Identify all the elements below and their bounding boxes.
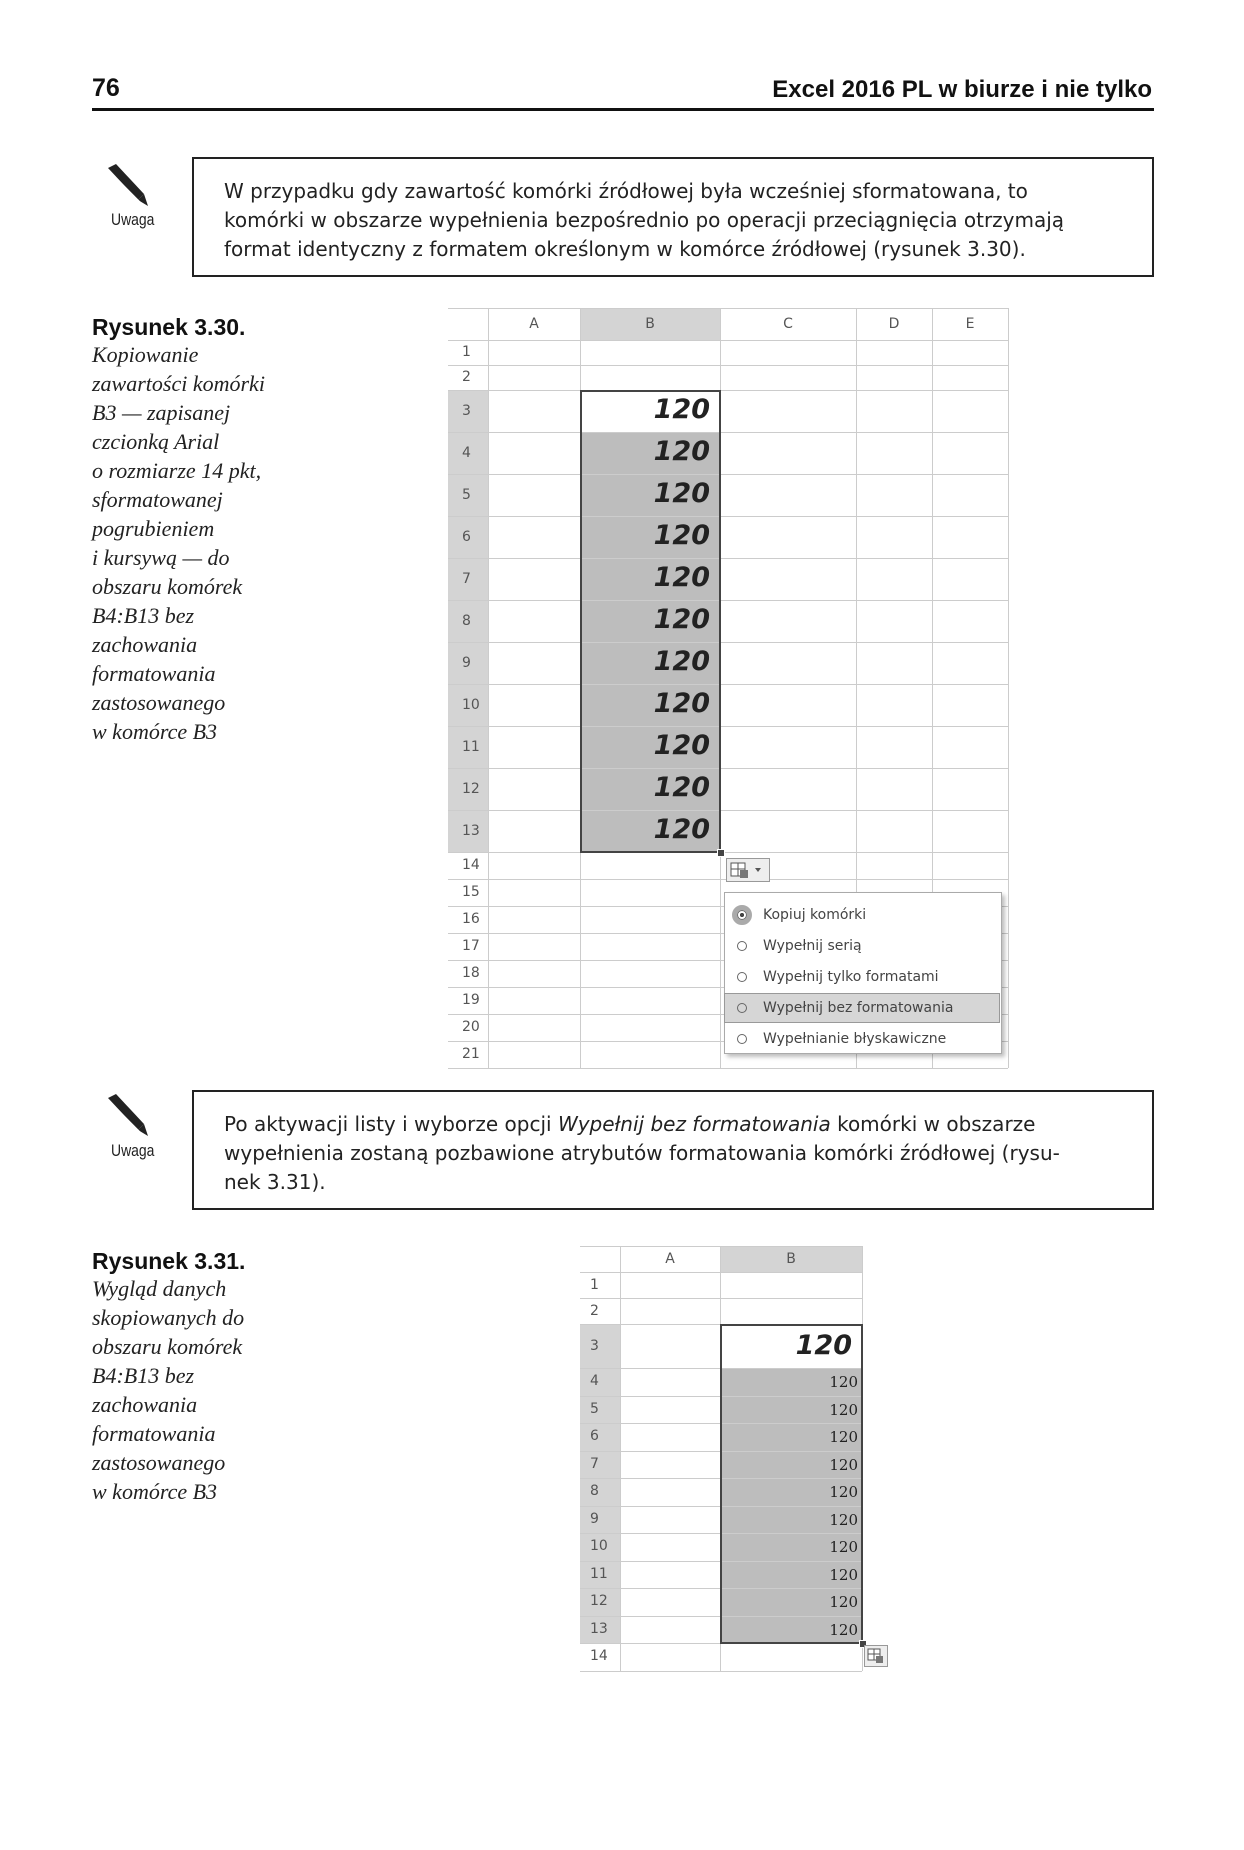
menu-item-label: Wypełnij bez formatowania: [763, 1000, 954, 1016]
gridline: [488, 308, 489, 1068]
gridline: [580, 1272, 862, 1273]
row-header: 13: [462, 822, 480, 839]
pencil-icon: [104, 162, 150, 208]
gridline: [448, 558, 1008, 559]
caption-line: w komórce B3: [92, 1479, 218, 1504]
caption-line: formatowania: [92, 1421, 216, 1446]
row-header: 20: [462, 1019, 480, 1035]
note-box: [192, 1090, 1154, 1210]
column-header: A: [665, 1251, 675, 1267]
row-header: 7: [462, 570, 471, 587]
running-header: Excel 2016 PL w biurze i nie tylko: [772, 76, 1152, 103]
caption-line: zachowania: [92, 632, 198, 657]
cell-value: 120: [829, 1593, 858, 1611]
note-line: Po aktywacji listy i wyborze opcji Wypełnij bez formatowania komórki w obszarze: [224, 1112, 1036, 1136]
row-header: 4: [462, 444, 471, 461]
caption-line: w komórce B3: [92, 719, 218, 744]
menu-item[interactable]: [725, 901, 999, 929]
cell-value: 120: [653, 520, 710, 551]
cell-value: 120: [653, 604, 710, 635]
menu-item-label: Wypełnij tylko formatami: [763, 969, 939, 985]
cell-value: 120: [829, 1510, 858, 1529]
gridline: [448, 726, 1008, 727]
cell-value: 120: [829, 1455, 858, 1474]
cell-value: 120: [829, 1538, 858, 1556]
row-header: 14: [462, 857, 480, 873]
note-box: [192, 157, 1154, 277]
row-header: 6: [462, 528, 471, 545]
gridline: [448, 308, 1008, 309]
row-header: 2: [462, 369, 471, 385]
selection-border: [580, 390, 721, 853]
cell-value: 120: [653, 562, 710, 593]
row-header: 9: [462, 654, 471, 671]
caption-line: obszaru komórek: [92, 574, 243, 599]
row-header: 5: [462, 486, 471, 503]
row-header: 3: [462, 402, 471, 419]
gridline: [448, 474, 1008, 475]
menu-item-label: Kopiuj komórki: [763, 907, 867, 923]
gridline: [448, 600, 1008, 601]
autofill-options-button[interactable]: [726, 858, 770, 882]
cell-value: 120: [653, 730, 710, 761]
figure-title: Rysunek 3.31.: [92, 1248, 246, 1274]
fill-handle: [717, 849, 725, 857]
cell-value: 120: [829, 1483, 858, 1501]
cell-value: 120: [653, 646, 710, 677]
radio-icon: [737, 910, 747, 920]
radio-icon: [737, 972, 747, 982]
cell-value: 120: [829, 1620, 858, 1639]
row-header: 1: [590, 1276, 599, 1293]
menu-item-label: Wypełnij serią: [763, 938, 862, 954]
gridline: [448, 852, 1008, 853]
gridline: [448, 516, 1008, 517]
row-header: 17: [462, 938, 480, 954]
figure-caption: [92, 1274, 332, 1506]
caption-line: zachowania: [92, 1392, 198, 1417]
note-line: nek 3.31).: [224, 1170, 326, 1194]
radio-icon: [737, 1003, 747, 1013]
gridline: [580, 1246, 862, 1247]
note-line: komórki w obszarze wypełnienia bezpośrednio po operacji przeciągnięcia otrzymają: [224, 208, 1065, 232]
menu-item-label: Wypełnianie błyskawiczne: [763, 1031, 947, 1047]
radio-icon: [737, 941, 747, 951]
row-header: 11: [462, 738, 480, 755]
row-header: 12: [462, 780, 480, 797]
cell-value: 120: [829, 1373, 858, 1391]
gridline: [448, 340, 1008, 341]
gridline: [448, 1068, 1008, 1069]
row-header: 18: [462, 965, 480, 981]
caption-line: sformatowanej: [92, 487, 223, 512]
caption-line: B4:B13 bez: [92, 603, 195, 628]
figure-title: Rysunek 3.30.: [92, 314, 246, 340]
gridline: [448, 365, 1008, 366]
gridline: [1008, 308, 1009, 1068]
cell-value: 120: [795, 1330, 852, 1361]
caption-line: zastosowanego: [92, 690, 226, 715]
menu-item[interactable]: [725, 1025, 999, 1053]
row-header: 15: [462, 884, 480, 900]
caption-line: zawartości komórki: [92, 371, 265, 396]
caption-line: o rozmiarze 14 pkt,: [92, 458, 262, 483]
note-line: W przypadku gdy zawartość komórki źródłowej była wcześniej sformatowana, to: [224, 179, 1028, 203]
autofill-icon: [727, 859, 769, 881]
column-header: E: [965, 316, 975, 332]
caption-line: Wygląd danych: [92, 1276, 227, 1301]
caption-line: Kopiowanie: [92, 342, 199, 367]
column-header: A: [529, 316, 539, 332]
gridline: [448, 390, 1008, 391]
cell-value: 120: [653, 394, 710, 425]
caption-line: formatowania: [92, 661, 216, 686]
cell-value: 120: [829, 1565, 858, 1584]
cell-value: 120: [653, 772, 710, 803]
row-header: 21: [462, 1046, 480, 1062]
column-header: D: [888, 316, 900, 332]
cell-value: 120: [829, 1400, 858, 1419]
autofill-icon: [865, 1646, 887, 1666]
caption-line: zastosowanego: [92, 1450, 226, 1475]
row-header: 9: [590, 1510, 599, 1527]
row-header: 6: [590, 1428, 599, 1445]
row-header: 13: [590, 1620, 608, 1637]
spreadsheet-figure-1: [448, 308, 1008, 1062]
cell-value: 120: [653, 814, 710, 845]
gridline: [448, 432, 1008, 433]
caption-line: czcionką Arial: [92, 429, 220, 454]
radio-icon: [737, 1034, 747, 1044]
gridline: [580, 1298, 862, 1299]
cell-value: 120: [653, 478, 710, 509]
gridline: [448, 642, 1008, 643]
row-header: 1: [462, 344, 471, 360]
row-header: 11: [590, 1565, 608, 1582]
row-header: 8: [590, 1483, 599, 1500]
caption-line: i kursywą — do: [92, 545, 230, 570]
note-label: Uwaga: [111, 1141, 155, 1160]
menu-item[interactable]: [725, 932, 999, 960]
column-header: B: [645, 316, 655, 332]
figure-caption: [92, 340, 332, 746]
row-header: 7: [590, 1455, 599, 1472]
autofill-options-button[interactable]: [864, 1645, 888, 1667]
menu-item[interactable]: [725, 994, 999, 1022]
row-header: 2: [590, 1302, 599, 1319]
cell-value: 120: [653, 436, 710, 467]
column-header: C: [783, 316, 793, 332]
gridline: [448, 768, 1008, 769]
row-header: 10: [590, 1538, 608, 1555]
caption-line: pogrubieniem: [92, 516, 215, 541]
row-header: 14: [590, 1648, 608, 1665]
row-header: 12: [590, 1593, 608, 1610]
spreadsheet-figure-2: [580, 1246, 880, 1676]
page-number: 76: [92, 74, 120, 102]
caption-line: skopiowanych do: [92, 1305, 245, 1330]
caption-line: obszaru komórek: [92, 1334, 243, 1359]
row-header: 3: [590, 1337, 599, 1354]
menu-item[interactable]: [725, 963, 999, 991]
caption-line: B4:B13 bez: [92, 1363, 195, 1388]
cell-value: 120: [829, 1428, 858, 1446]
header-rule: [92, 108, 1154, 111]
row-header: 10: [462, 696, 480, 713]
gridline: [580, 1671, 862, 1672]
note-line: format identyczny z formatem określonym w komórce źródłowej (rysunek 3.30).: [224, 237, 1026, 261]
row-header: 19: [462, 992, 480, 1008]
note-label: Uwaga: [111, 210, 155, 229]
row-header: 5: [590, 1400, 599, 1417]
note-line: wypełnienia zostaną pozbawione atrybutów formatowania komórki źródłowej (rysu-: [224, 1141, 1060, 1165]
gridline: [448, 810, 1008, 811]
caption-line: B3 — zapisanej: [92, 400, 231, 425]
autofill-options-menu: [724, 892, 1002, 1054]
cell-value: 120: [653, 688, 710, 719]
column-header: B: [786, 1251, 796, 1267]
gridline: [620, 1246, 621, 1671]
gridline: [448, 684, 1008, 685]
pencil-icon: [104, 1092, 150, 1138]
row-header: 16: [462, 911, 480, 927]
row-header: 4: [590, 1373, 599, 1390]
row-header: 8: [462, 612, 471, 629]
selection-border: [720, 1324, 863, 1644]
